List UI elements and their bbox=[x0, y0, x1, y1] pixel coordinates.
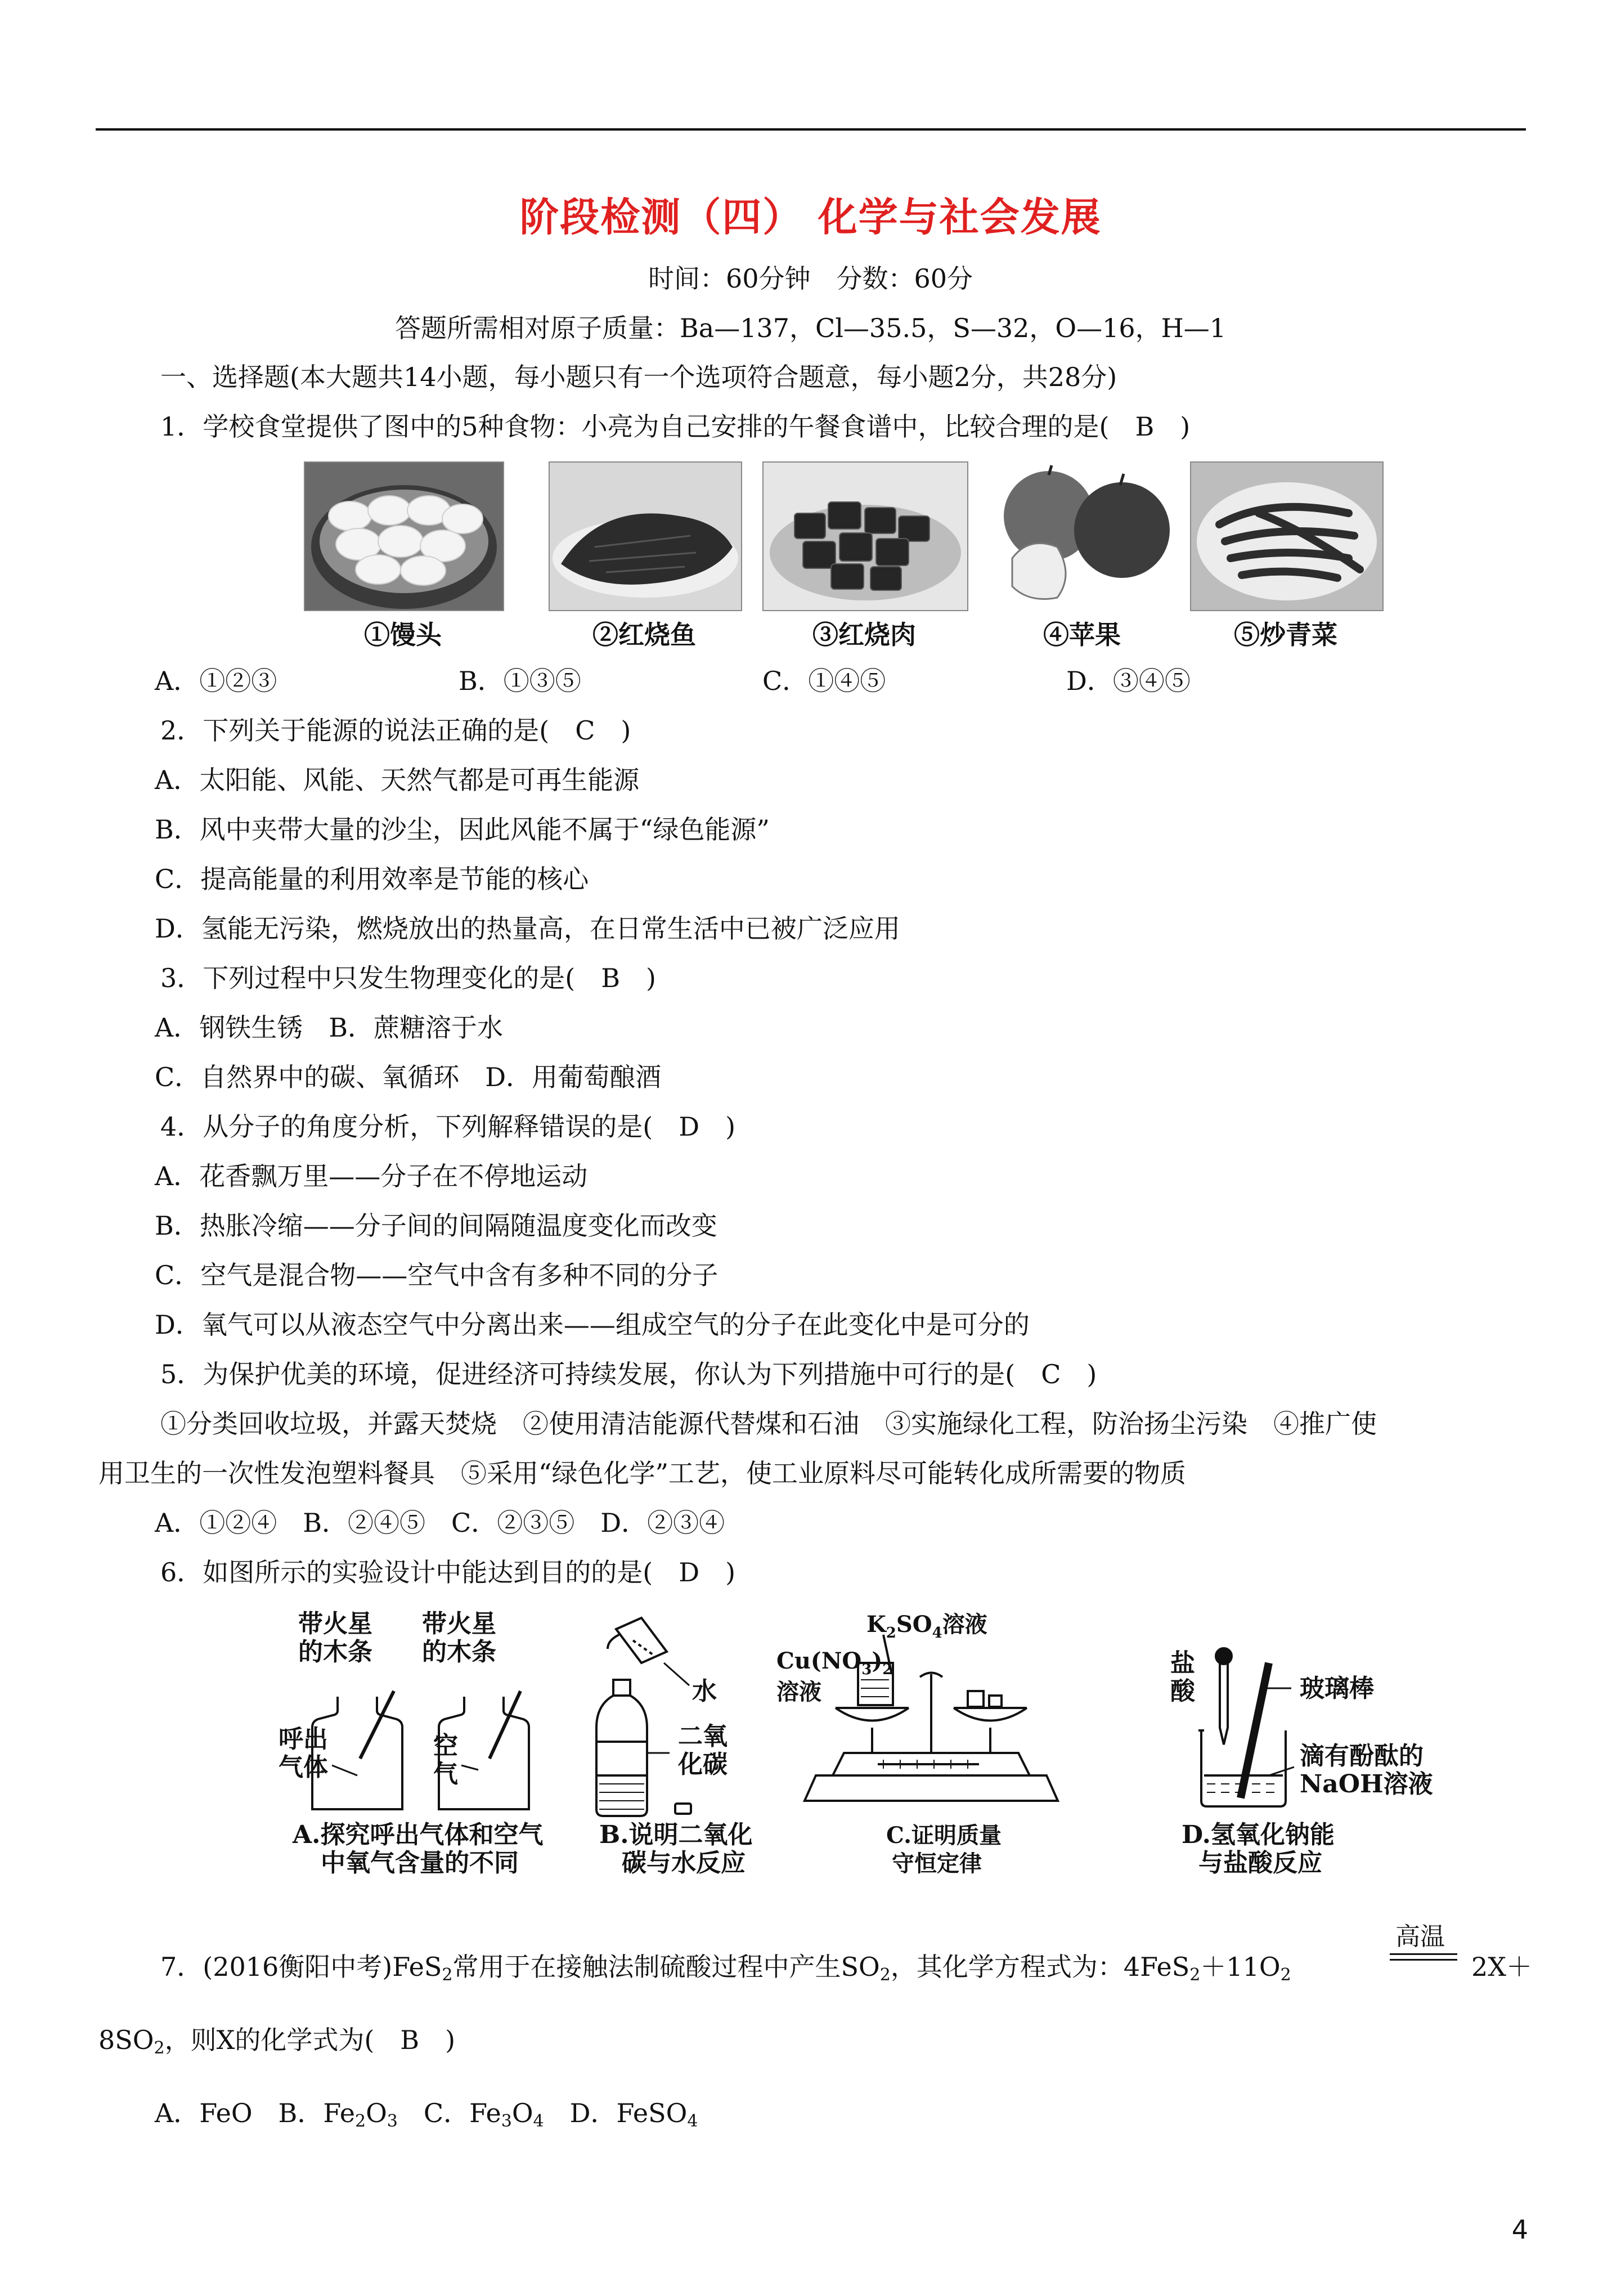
q3-options-cd: C．自然界中的碳、氧循环 D．用葡萄酿酒 bbox=[155, 1062, 662, 1092]
food-label-3: ③红烧肉 bbox=[812, 620, 916, 650]
atomic-masses: 答题所需相对原子质量：Ba—137，Cl—35.5，S—32，O—16，H—1 bbox=[394, 313, 1227, 343]
q5-measures-line1: ①分类回收垃圾，并露天焚烧 ②使用清洁能源代替煤和石油 ③实施绿化工程，防治扬尘污染 ④推广使 bbox=[160, 1409, 1377, 1439]
food-label-2: ②红烧鱼 bbox=[592, 620, 696, 650]
q1-option-d: D．③④⑤ bbox=[1066, 666, 1191, 696]
q1-option-b: B．①③⑤ bbox=[459, 666, 581, 696]
q4-option-a: A．花香飘万里——分子在不停地运动 bbox=[155, 1161, 588, 1191]
label-splint-1: 带火星 bbox=[298, 1609, 372, 1638]
food-photo-apples bbox=[989, 461, 1178, 611]
q2-option-d: D．氢能无污染，燃烧放出的热量高，在日常生活中已被广泛应用 bbox=[155, 913, 900, 944]
caption-c-line1: C.证明质量 bbox=[886, 1822, 1002, 1849]
q7-stem-products: 2X＋ bbox=[1471, 1952, 1533, 1982]
label-splint-2: 带火星 bbox=[422, 1609, 496, 1638]
page-number: 4 bbox=[1511, 2214, 1528, 2245]
caption-a-line2: 中氧气含量的不同 bbox=[321, 1849, 519, 1877]
figure-a-labels bbox=[279, 1609, 543, 1877]
label-splint-1b: 的木条 bbox=[298, 1638, 372, 1666]
q3-options-ab: A．钢铁生锈 B．蔗糖溶于水 bbox=[155, 1012, 504, 1043]
label-exhaled-gas-b: 气体 bbox=[279, 1753, 328, 1782]
label-hydrochloric-acid: 盐 bbox=[1170, 1649, 1195, 1678]
q6-stem: 6．如图所示的实验设计中能达到目的的是( D ) bbox=[160, 1557, 736, 1588]
q5-options: A．①②④ B．②④⑤ C．②③⑤ D．②③④ bbox=[155, 1508, 725, 1538]
food-photo-fried-greens bbox=[1190, 461, 1384, 611]
q4-option-d: D．氧气可以从液态空气中分离出来——组成空气的分子在此变化中是可分的 bbox=[155, 1310, 1030, 1340]
label-naoh-solution: NaOH溶液 bbox=[1300, 1770, 1433, 1799]
equation-bar-top bbox=[1390, 1953, 1457, 1955]
header-rule bbox=[96, 128, 1526, 131]
q4-stem: 4．从分子的角度分析，下列解释错误的是( D ) bbox=[160, 1111, 736, 1142]
label-exhaled-gas: 呼出 bbox=[279, 1725, 328, 1754]
caption-d-line1: D.氢氧化钠能 bbox=[1182, 1820, 1335, 1849]
exam-info: 时间：60分钟 分数：60分 bbox=[648, 263, 973, 294]
q2-stem: 2．下列关于能源的说法正确的是( C ) bbox=[160, 715, 631, 746]
food-label-4: ④苹果 bbox=[1043, 620, 1121, 650]
page-title: 阶段检测（四） 化学与社会发展 bbox=[519, 194, 1102, 240]
figure-d-beaker bbox=[1198, 1648, 1294, 1806]
caption-a-line1: A.探究呼出气体和空气 bbox=[293, 1820, 544, 1849]
q1-stem: 1．学校食堂提供了图中的5种食物：小亮为自己安排的午餐食谱中，比较合理的是( B ) bbox=[160, 411, 1191, 442]
caption-b-line1: B.说明二氧化 bbox=[599, 1820, 753, 1849]
q2-option-c: C．提高能量的利用效率是节能的核心 bbox=[155, 864, 589, 894]
equation-bar-bottom bbox=[1390, 1959, 1457, 1961]
figure-c-labels bbox=[776, 1611, 1002, 1877]
q7-stem-line2: $8SO_2$，则X的化学式为( B ) bbox=[98, 2025, 456, 2058]
label-air-b: 气 bbox=[433, 1760, 458, 1788]
caption-c-line2: 守恒定律 bbox=[892, 1850, 982, 1877]
q4-option-c: C．空气是混合物——空气中含有多种不同的分子 bbox=[155, 1260, 719, 1290]
label-phenolphthalein: 滴有酚酞的 bbox=[1300, 1742, 1424, 1770]
q1-option-a: A．①②③ bbox=[155, 666, 277, 696]
food-label-1: ①馒头 bbox=[364, 620, 442, 650]
caption-d-line2: 与盐酸反应 bbox=[1198, 1849, 1322, 1877]
figure-a-gas-jars bbox=[312, 1691, 529, 1809]
q6-experiment-figure bbox=[248, 1607, 1474, 1888]
label-k2so4: $K_2SO_4$溶液 bbox=[866, 1611, 987, 1642]
label-air: 空 bbox=[433, 1732, 458, 1760]
figure-b-bottle bbox=[596, 1618, 691, 1816]
label-hydrochloric-acid-b: 酸 bbox=[1170, 1677, 1195, 1706]
food-photo-steamed-buns bbox=[304, 461, 504, 611]
label-cuno3: $Cu(NO_3)_2$ bbox=[776, 1648, 893, 1678]
label-co2-b: 化碳 bbox=[678, 1750, 728, 1779]
q7-stem-line1: 7．(2016衡阳中考)FeS$_2$常用于在接触法制硫酸过程中产生$SO_2$，其化学方程式为：$4FeS_2+11O_2$ bbox=[160, 1952, 1291, 1985]
section-heading: 一、选择题(本大题共14小题，每小题只有一个选项符合题意，每小题2分，共28分) bbox=[160, 362, 1117, 392]
label-glass-rod: 玻璃棒 bbox=[1300, 1674, 1374, 1703]
q2-option-b: B．风中夹带大量的沙尘，因此风能不属于“绿色能源” bbox=[155, 814, 770, 845]
figure-d-labels bbox=[1170, 1649, 1433, 1877]
q1-option-c: C．①④⑤ bbox=[762, 666, 886, 696]
label-water: 水 bbox=[692, 1677, 717, 1706]
reaction-condition: 高温 bbox=[1395, 1922, 1445, 1951]
q5-stem: 5．为保护优美的环境，促进经济可持续发展，你认为下列措施中可行的是( C ) bbox=[160, 1359, 1097, 1389]
q7-options: A．FeO B．$Fe_2O_3$ C．$Fe_3O_4$ D．FeSO$_4$ bbox=[155, 2098, 698, 2131]
label-co2: 二氧 bbox=[678, 1722, 728, 1751]
food-photo-braised-fish bbox=[549, 461, 742, 611]
food-label-5: ⑤炒青菜 bbox=[1234, 620, 1337, 650]
figure-b-labels bbox=[599, 1677, 753, 1877]
caption-b-line2: 碳与水反应 bbox=[622, 1849, 746, 1877]
q5-measures-line2: 用卫生的一次性发泡塑料餐具 ⑤采用“绿色化学”工艺，使工业原料尽可能转化成所需要的物质 bbox=[98, 1458, 1187, 1488]
food-photo-braised-pork bbox=[762, 461, 968, 611]
q4-option-b: B．热胀冷缩——分子间的间隔随温度变化而改变 bbox=[155, 1210, 717, 1241]
q3-stem: 3．下列过程中只发生物理变化的是( B ) bbox=[160, 963, 656, 993]
label-cuno3-solution: 溶液 bbox=[776, 1679, 821, 1705]
q2-option-a: A．太阳能、风能、天然气都是可再生能源 bbox=[155, 765, 640, 795]
label-splint-2b: 的木条 bbox=[422, 1638, 496, 1666]
